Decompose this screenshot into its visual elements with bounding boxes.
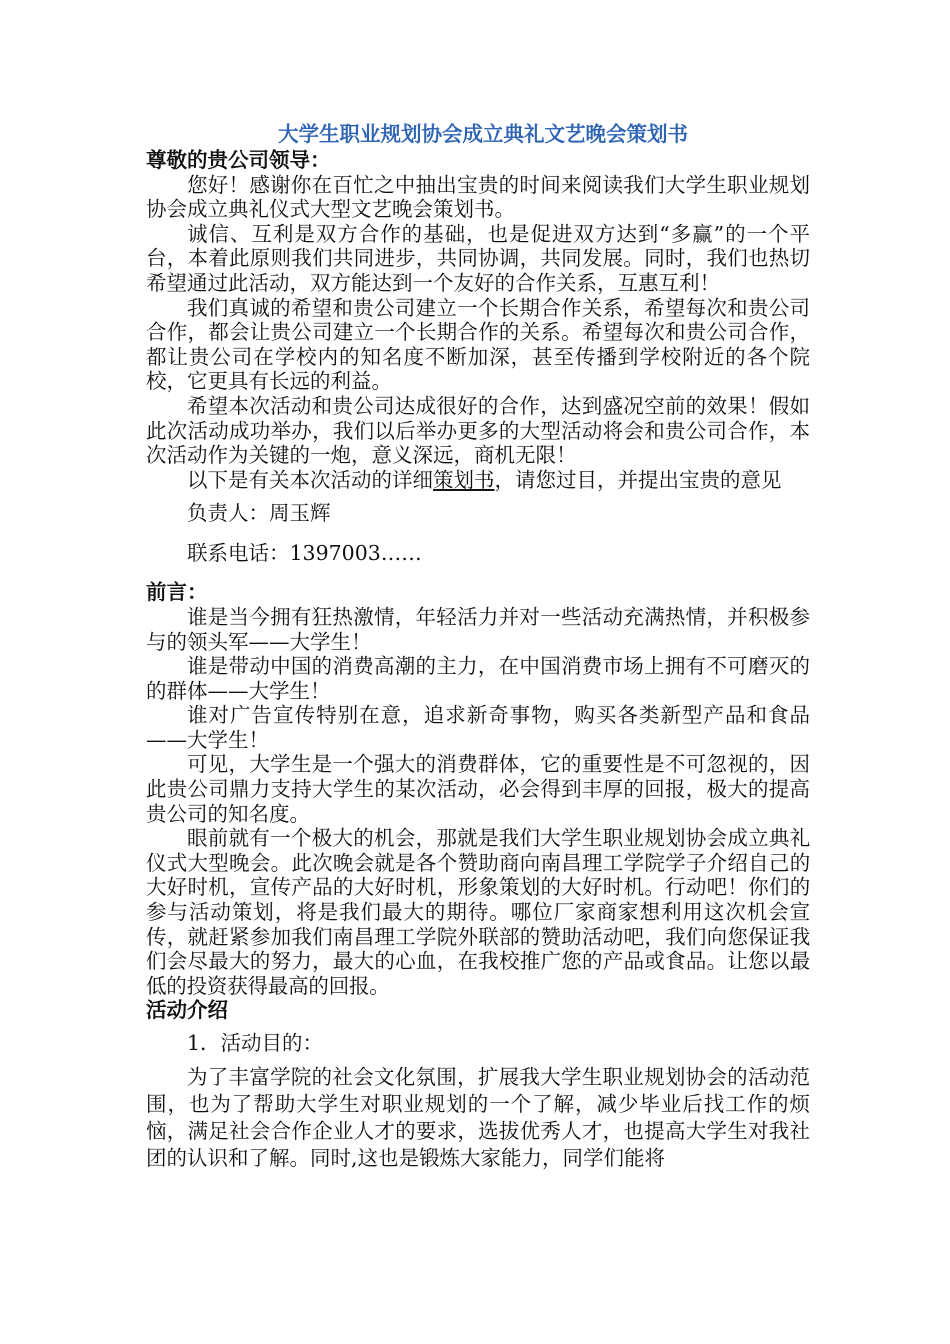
contact-person: 负责人：周玉辉 — [187, 501, 331, 526]
activity-heading: 活动介绍 — [146, 998, 228, 1023]
preface-paragraph-1: 谁是当今拥有狂热激情，年轻活力并对一些活动充满热情，并积极参与的领头军——大学生！ — [146, 604, 810, 654]
preface-heading: 前言： — [146, 580, 208, 605]
document-title: 大学生职业规划协会成立典礼文艺晚会策划书 — [278, 122, 688, 146]
intro-paragraph-2: 诚信、互利是双方合作的基础，也是促进双方达到“多赢”的一个平台，本着此原则我们共同进步，共同协调，共同发展。同时，我们也热切希望通过此活动，双方能达到一个友好的合作关系，互惠互利！ — [146, 221, 810, 295]
intro-paragraph-5 — [146, 468, 810, 493]
intro-paragraph-1: 您好！感谢你在百忙之中抽出宝贵的时间来阅读我们大学生职业规划协会成立典礼仪式大型文艺晚会策划书。 — [146, 172, 810, 222]
salutation: 尊敬的贵公司领导： — [146, 148, 331, 172]
plan-link[interactable]: 策划书 — [433, 467, 495, 492]
preface-paragraph-4: 可见，大学生是一个强大的消费群体，它的重要性是不可忽视的，因此贵公司鼎力支持大学生的某次活动，必会得到丰厚的回报，极大的提高贵公司的知名度。 — [146, 752, 810, 826]
preface-paragraph-2: 谁是带动中国的消费高潮的主力，在中国消费市场上拥有不可磨灭的的群体——大学生！ — [146, 654, 810, 703]
preface-paragraph-5: 眼前就有一个极大的机会，那就是我们大学生职业规划协会成立典礼仪式大型晚会。此次晚会就是各个赞助商向南昌理工学院学子介绍自己的大好时机，宣传产品的大好时机，形象策划的大好时机。行动吧！你们的参与活动策划，将是我们最大的期待。哪位厂家商家想利用这次机会宣传，就赶紧参加我们南昌理工学院外联部的赞助活动吧，我们向您保证我们会尽最大的努力，最大的心血，在我校推广您的产品或食品。让您以最低的投资获得最高的回报。 — [146, 826, 810, 998]
contact-phone: 联系电话：1397003…… — [187, 541, 422, 566]
activity-purpose-text: 为了丰富学院的社会文化氛围，扩展我大学生职业规划协会的活动范围，也为了帮助大学生对职业规划的一个了解，减少毕业后找工作的烦恼，满足社会合作企业人才的要求，选拔优秀人才，也提高大学生对我社团的认识和了解。同时,这也是锻炼大家能力，同学们能将 — [146, 1064, 810, 1170]
intro-paragraph-3: 我们真诚的希望和贵公司建立一个长期合作关系，希望每次和贵公司合作，都会让贵公司建立一个长期合作的关系。希望每次和贵公司合作，都让贵公司在学校内的知名度不断加深，甚至传播到学校附近的各个院校，它更具有长远的利益。 — [146, 295, 810, 394]
intro-paragraph-5-text-before: 以下是有关本次活动的详细 — [187, 467, 433, 492]
document-page — [146, 122, 810, 1172]
activity-purpose-label: 1．活动目的： — [187, 1031, 324, 1055]
preface-paragraph-3: 谁对广告宣传特别在意，追求新奇事物，购买各类新型产品和食品——大学生！ — [146, 703, 810, 752]
intro-paragraph-4: 希望本次活动和贵公司达成很好的合作，达到盛况空前的效果！假如此次活动成功举办，我们以后举办更多的大型活动将会和贵公司合作，本次活动作为关键的一炮，意义深远，商机无限！ — [146, 393, 810, 468]
intro-paragraph-5-text-after: ，请您过目，并提出宝贵的意见 — [494, 467, 782, 492]
